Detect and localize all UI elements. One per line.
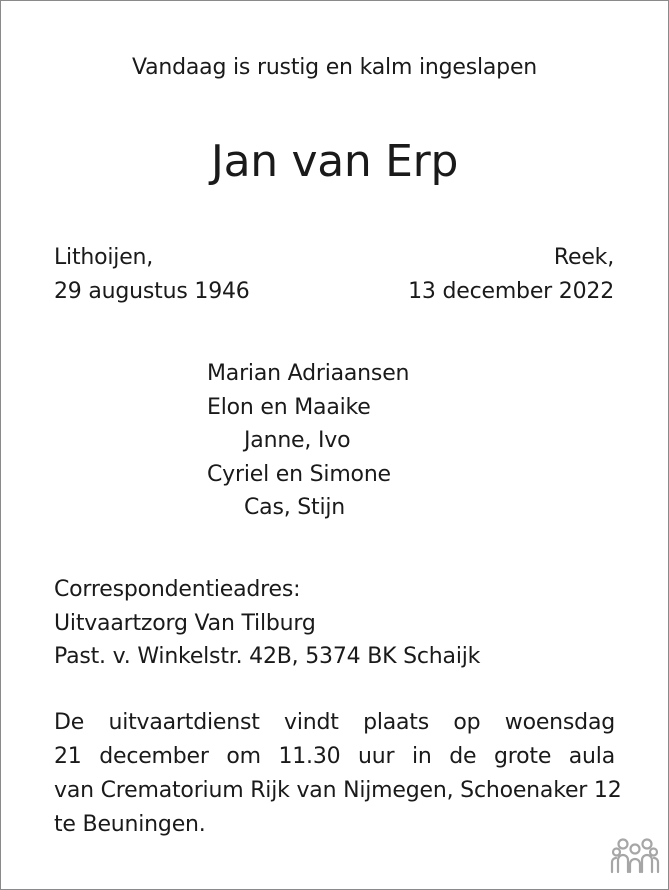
service-line: 21 december om 11.30 uur in de grote aula — [54, 744, 615, 769]
death-place: Reek, — [553, 245, 614, 270]
deceased-name: Jan van Erp — [210, 136, 459, 187]
family-member: Janne, Ivo — [244, 428, 351, 453]
birth-date: 29 augustus 1946 — [54, 279, 250, 304]
birth-info — [54, 241, 250, 309]
correspondence-heading: Correspondentieadres: — [54, 577, 301, 602]
death-info — [408, 241, 614, 309]
death-date: 13 december 2022 — [408, 279, 614, 304]
service-line: te Beuningen. — [54, 812, 206, 837]
service-line: van Crematorium Rijk van Nijmegen, Schoenaker 12 — [54, 778, 622, 803]
family-member: Cyriel en Simone — [207, 461, 391, 487]
family-list — [207, 357, 409, 525]
service-line: De uitvaartdienst vindt plaats op woensdag — [54, 710, 615, 735]
opening-line: Vandaag is rustig en kalm ingeslapen — [131, 55, 538, 80]
birth-place: Lithoijen, — [54, 245, 154, 270]
service-announcement — [54, 706, 622, 842]
people-group-icon — [610, 836, 660, 876]
correspondence-line: Uitvaartzorg Van Tilburg — [54, 610, 316, 636]
correspondence-address — [54, 573, 480, 674]
family-member: Cas, Stijn — [244, 495, 346, 520]
correspondence-line: Past. v. Winkelstr. 42B, 5374 BK Schaijk — [54, 644, 481, 669]
family-member: Marian Adriaansen — [207, 361, 410, 386]
family-member: Elon en Maaike — [207, 394, 371, 420]
